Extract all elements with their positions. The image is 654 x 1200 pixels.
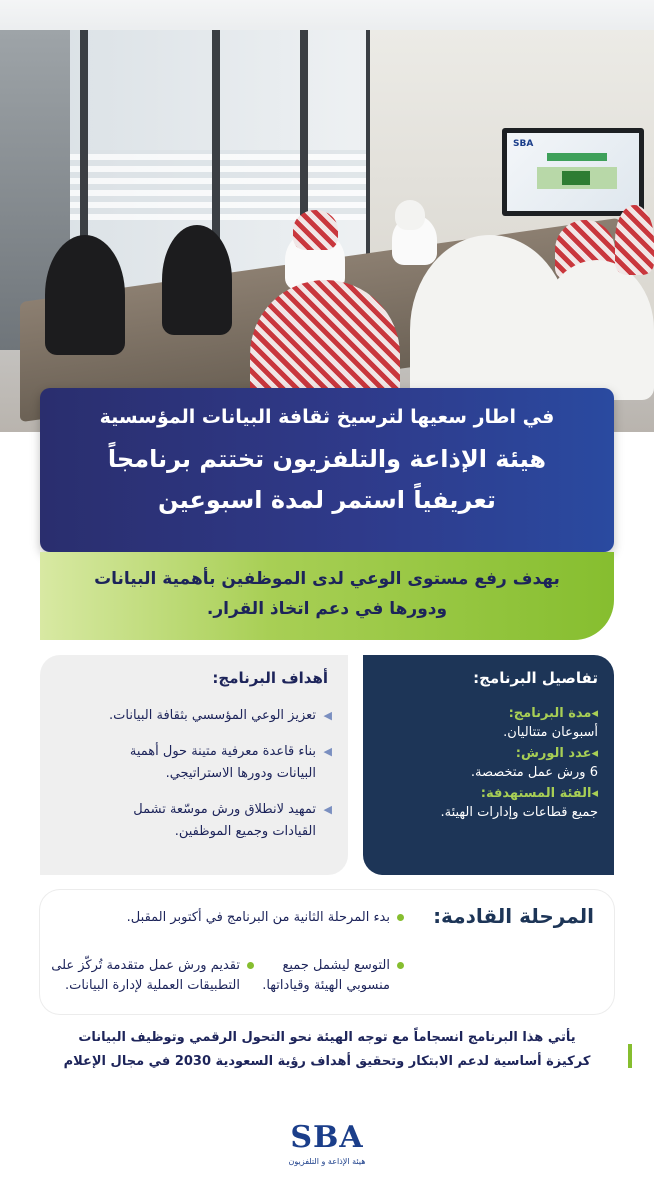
goal-text: تمهيد لانطلاق ورش موسّعة تشمل bbox=[133, 802, 316, 817]
presentation-screen bbox=[502, 128, 644, 216]
sba-logo bbox=[277, 1120, 377, 1166]
screen-logo: SBA bbox=[513, 139, 534, 149]
attendee-headwear bbox=[293, 210, 338, 250]
attendee bbox=[45, 235, 125, 355]
closing-line: يأتي هذا البرنامج انسجاماً مع توجه الهيئة نحو التحول الرقمي وتوظيف البيانات bbox=[78, 1030, 576, 1045]
headline-sub: تعريفياً استمر لمدة اسبوعين bbox=[158, 486, 496, 514]
arrow-icon: ◀ bbox=[323, 803, 332, 816]
meeting-photo bbox=[0, 0, 654, 432]
next-phase-text: بدء المرحلة الثانية من البرنامج في أكتوبر المقبل. bbox=[126, 910, 390, 925]
next-phase-card bbox=[40, 890, 614, 1014]
audience-value: جميع قطاعات وإدارات الهيئة. bbox=[440, 805, 598, 820]
workshops-label: ◂ عدد الورش: bbox=[375, 745, 598, 763]
program-details-card bbox=[363, 655, 614, 875]
next-phase-text: تقديم ورش عمل متقدمة تُركّز على bbox=[51, 958, 240, 973]
bullet-icon bbox=[397, 914, 404, 921]
attendee bbox=[540, 260, 654, 400]
goal-text: تعزيز الوعي المؤسسي بثقافة البيانات. bbox=[109, 708, 316, 723]
next-phase-text: التوسع ليشمل جميع bbox=[282, 958, 390, 973]
goal-text: القيادات وجميع الموظفين. bbox=[174, 824, 316, 839]
bullet-icon bbox=[247, 962, 254, 969]
next-phase-text: التطبيقات العملية لإدارة البيانات. bbox=[65, 978, 240, 993]
details-heading: تفاصيل البرنامج: bbox=[473, 669, 598, 687]
closing-line: كركيزة أساسية لدعم الابتكار وتحقيق أهداف رؤية السعودية 2030 في مجال الإعلام bbox=[63, 1054, 591, 1069]
objective-banner bbox=[40, 552, 614, 640]
workshops-value: 6 ورش عمل متخصصة. bbox=[470, 765, 598, 780]
audience-label: ◂ الفئة المستهدفة: bbox=[375, 785, 598, 803]
closing-statement bbox=[24, 1026, 630, 1086]
headline-panel bbox=[40, 388, 614, 552]
goal-item bbox=[50, 705, 332, 727]
duration-label: ◂ مدة البرنامج: bbox=[375, 705, 598, 723]
logo-mark: SBA bbox=[290, 1120, 364, 1155]
bullet-icon bbox=[397, 962, 404, 969]
goal-item bbox=[50, 799, 332, 843]
goal-text: البيانات ودورها الاستراتيجي. bbox=[165, 766, 316, 781]
attendee-headwear bbox=[395, 200, 425, 230]
goal-item bbox=[50, 741, 332, 785]
logo-subtitle: هيئة الإذاعة و التلفزيون bbox=[288, 1157, 366, 1166]
program-goals-card bbox=[40, 655, 348, 875]
duration-value: أسبوعان متتاليان. bbox=[503, 725, 598, 740]
headline-main: هيئة الإذاعة والتلفزيون تختتم برنامجاً bbox=[107, 445, 547, 473]
goal-text: بناء قاعدة معرفية متينة حول أهمية bbox=[129, 744, 316, 759]
next-phase-item bbox=[127, 908, 404, 928]
arrow-icon: ◀ bbox=[323, 745, 332, 758]
next-phase-text: منسوبي الهيئة وقياداتها. bbox=[262, 978, 390, 993]
attendee bbox=[162, 225, 232, 335]
next-phase-title: المرحلة القادمة: bbox=[433, 904, 594, 928]
headline-intro: في اطار سعيها لترسيخ ثقافة البيانات المؤسسية bbox=[99, 406, 555, 428]
arrow-icon: ◀ bbox=[323, 709, 332, 722]
attendee-headwear bbox=[615, 205, 654, 275]
next-phase-item bbox=[51, 956, 254, 996]
next-phase-item bbox=[262, 956, 404, 996]
goals-heading: أهداف البرنامج: bbox=[212, 669, 328, 687]
objective-line: ودورها في دعم اتخاذ القرار. bbox=[206, 599, 448, 619]
objective-line: بهدف رفع مستوى الوعي لدى الموظفين بأهمية البيانات bbox=[94, 569, 560, 589]
